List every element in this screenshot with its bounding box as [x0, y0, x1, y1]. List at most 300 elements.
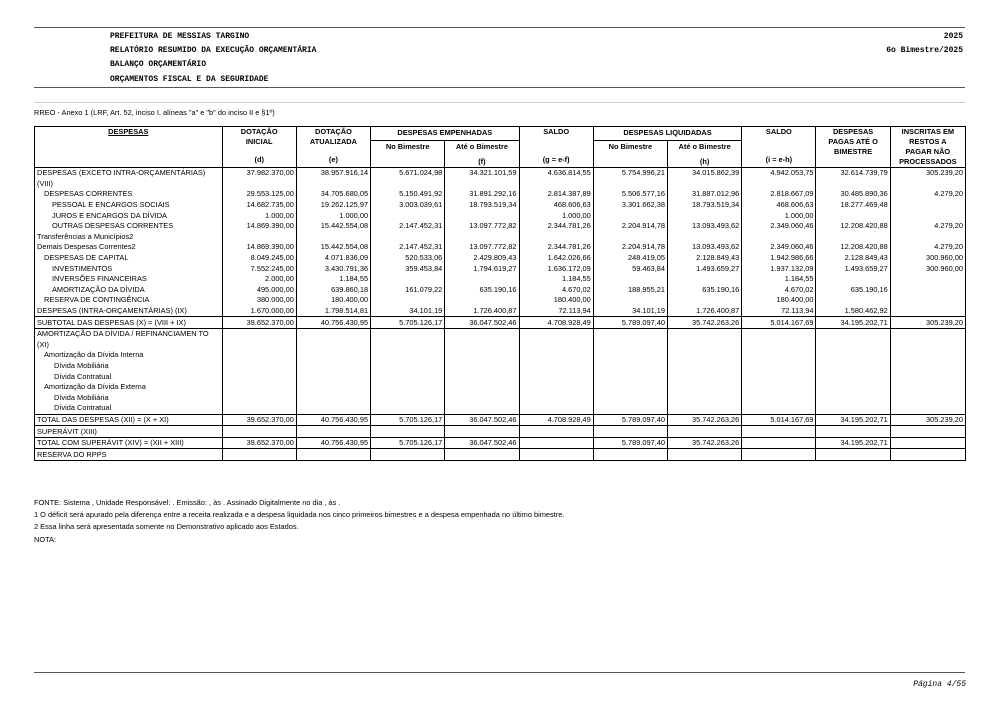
row-value: [742, 403, 816, 414]
row-value: 15.442.554,08: [296, 242, 370, 253]
col-empenhadas: DESPESAS EMPENHADAS: [371, 127, 519, 141]
table-row: [35, 242, 966, 253]
col-saldo-1: SALDO: [519, 127, 593, 154]
row-label: PESSOAL E ENCARGOS SOCIAIS: [35, 200, 223, 211]
row-value: 1.636.172,09: [519, 263, 593, 274]
row-value: [816, 274, 890, 285]
row-value: [519, 328, 593, 350]
row-value: 2.814.387,89: [519, 189, 593, 200]
row-value: 2.344.781,26: [519, 242, 593, 253]
row-value: 305.239,20: [890, 168, 965, 190]
row-value: 34.321.101,59: [445, 168, 519, 190]
row-value: 18.277.469,48: [816, 200, 890, 211]
row-value: 1.000,00: [742, 210, 816, 221]
row-value: [816, 382, 890, 393]
row-value: [445, 371, 519, 382]
row-value: 2.128.849,43: [816, 253, 890, 264]
row-value: 635.190,16: [445, 285, 519, 296]
row-label: SUPERÁVIT (XIII): [35, 426, 223, 438]
row-value: 4.708.928,49: [519, 317, 593, 329]
row-value: [371, 210, 445, 221]
header-year: 2025: [943, 32, 963, 41]
row-value: [222, 382, 296, 393]
row-value: [890, 371, 965, 382]
table-row: [35, 221, 966, 232]
col-dotacao-inicial: DOTAÇÃO INICIAL: [222, 127, 296, 154]
row-value: [816, 361, 890, 372]
row-value: [296, 426, 370, 438]
header-period: 6o Bimestre/2025: [886, 46, 963, 56]
table-row: [35, 210, 966, 221]
row-value: [371, 371, 445, 382]
table-row: [35, 361, 966, 372]
row-value: 1.642.026,66: [519, 253, 593, 264]
row-value: 5.754.996,21: [593, 168, 667, 190]
row-value: 15.442.554,08: [296, 221, 370, 232]
row-value: [816, 403, 890, 414]
note-2: 2 Essa linha será apresentada somente no Demonstrativo aplicado aos Estados.: [34, 522, 299, 532]
row-value: [593, 371, 667, 382]
row-value: [668, 361, 742, 372]
row-value: [668, 382, 742, 393]
row-value: [222, 392, 296, 403]
row-value: 14.869.390,00: [222, 221, 296, 232]
row-value: 2.349.060,46: [742, 242, 816, 253]
row-value: [890, 350, 965, 361]
note-source: FONTE: Sistema , Unidade Responsável: . Emissão: , às . Assinado Digitalmente no dia , às .: [34, 498, 341, 507]
row-value: 40.756.430,95: [296, 437, 370, 449]
row-value: 30.485.890,36: [816, 189, 890, 200]
row-value: 5.789.097,40: [593, 437, 667, 449]
row-value: [296, 232, 370, 243]
row-value: [445, 295, 519, 306]
row-value: 13.097.772,82: [445, 221, 519, 232]
row-label: RESERVA DO RPPS: [35, 449, 223, 461]
row-value: 19.262.125,97: [296, 200, 370, 211]
row-value: 180.400,00: [519, 295, 593, 306]
row-value: [445, 403, 519, 414]
table-row: [35, 350, 966, 361]
row-value: [371, 295, 445, 306]
report-header: [110, 30, 316, 87]
col-liquidadas: DESPESAS LIQUIDADAS: [593, 127, 741, 141]
row-value: 13.097.772,82: [445, 242, 519, 253]
row-value: [519, 449, 593, 461]
row-value: [593, 426, 667, 438]
row-value: 35.742.263,26: [668, 317, 742, 329]
row-label: Transferências a Municípios2: [35, 232, 223, 243]
row-label: TOTAL COM SUPERÁVIT (XIV) = (XII + XIII): [35, 437, 223, 449]
row-value: 35.742.263,26: [668, 437, 742, 449]
row-value: [890, 232, 965, 243]
row-value: 13.093.493,62: [668, 242, 742, 253]
row-value: 72.113,94: [519, 306, 593, 317]
table-row: [35, 328, 966, 350]
row-value: 14.682.735,00: [222, 200, 296, 211]
row-value: [445, 392, 519, 403]
row-value: [816, 371, 890, 382]
footer-rule: [34, 672, 965, 673]
row-value: [890, 392, 965, 403]
row-value: 59.463,84: [593, 263, 667, 274]
notes: [34, 497, 564, 546]
row-value: 5.789.097,40: [593, 317, 667, 329]
row-value: [296, 403, 370, 414]
row-value: 40.756.430,95: [296, 317, 370, 329]
row-value: 635.190,16: [816, 285, 890, 296]
row-value: [519, 361, 593, 372]
row-value: 39.652.370,00: [222, 437, 296, 449]
row-value: [890, 328, 965, 350]
row-value: 305.239,20: [890, 414, 965, 426]
row-value: 34.101,19: [371, 306, 445, 317]
row-value: [816, 392, 890, 403]
table-row: [35, 392, 966, 403]
row-value: [371, 426, 445, 438]
header-rule: [34, 87, 965, 88]
row-value: [668, 392, 742, 403]
header-line-entity: PREFEITURA DE MESSIAS TARGINO: [110, 32, 250, 41]
row-value: 14.869.390,00: [222, 242, 296, 253]
row-value: 34.101,19: [593, 306, 667, 317]
row-value: [296, 392, 370, 403]
row-label: AMORTIZAÇÃO DA DÍVIDA: [35, 285, 223, 296]
row-label: Dívida Contratual: [35, 403, 223, 414]
row-value: 3.301.662,38: [593, 200, 667, 211]
row-value: [371, 403, 445, 414]
row-value: 359.453,84: [371, 263, 445, 274]
letter-e: (e): [296, 154, 370, 168]
annex-title: RREO - Anexo 1 (LRF, Art. 52, inciso I, alíneas "a" e "b" do inciso II e §1º): [34, 108, 275, 117]
row-label: INVESTIMENTOS: [35, 263, 223, 274]
row-label: OUTRAS DESPESAS CORRENTES: [35, 221, 223, 232]
row-value: [890, 449, 965, 461]
row-value: 34.705.680,05: [296, 189, 370, 200]
row-value: 1.493.659,27: [816, 263, 890, 274]
row-value: 2.429.809,43: [445, 253, 519, 264]
row-value: [222, 403, 296, 414]
table-row: [35, 274, 966, 285]
row-value: [668, 350, 742, 361]
letter-i: (i = e-h): [742, 154, 816, 168]
row-value: 36.047.502,46: [445, 414, 519, 426]
row-value: 4.670,02: [742, 285, 816, 296]
row-label: DESPESAS (INTRA-ORÇAMENTÁRIAS) (IX): [35, 306, 223, 317]
note-1: 1 O déficit será apurado pela diferença entre a receita realizada e a despesa liquidada nos cinco primeiros bimestres e a despesa empenhada no último bimestre.: [34, 510, 565, 520]
sub-empenhadas-ate-bimestre: Até o Bimestre: [445, 140, 519, 153]
table-body: [35, 168, 966, 461]
row-label: Dívida Mobiliária: [35, 361, 223, 372]
row-value: [445, 210, 519, 221]
row-value: 5.150.491,92: [371, 189, 445, 200]
row-value: 3.430.791,36: [296, 263, 370, 274]
row-value: [593, 232, 667, 243]
row-value: [371, 274, 445, 285]
row-value: [222, 328, 296, 350]
row-value: [742, 350, 816, 361]
row-value: 35.742.263,26: [668, 414, 742, 426]
letter-d: (d): [222, 154, 296, 168]
row-value: 2.344.781,26: [519, 221, 593, 232]
row-value: [593, 210, 667, 221]
row-value: [668, 371, 742, 382]
row-value: 161.079,22: [371, 285, 445, 296]
row-value: 34.195.202,71: [816, 414, 890, 426]
row-value: [890, 361, 965, 372]
row-value: 5.705.126,17: [371, 437, 445, 449]
row-value: [742, 361, 816, 372]
row-value: [668, 328, 742, 350]
row-value: 5.705.126,17: [371, 317, 445, 329]
row-value: [668, 295, 742, 306]
row-value: 39.652.370,00: [222, 414, 296, 426]
row-value: [519, 403, 593, 414]
row-label: Demais Despesas Correntes2: [35, 242, 223, 253]
row-value: [296, 350, 370, 361]
header-line-report: RELATÓRIO RESUMIDO DA EXECUÇÃO ORÇAMENTÁRIA: [110, 46, 317, 56]
row-value: [371, 328, 445, 350]
row-label: RESERVA DE CONTINGÊNCIA: [35, 295, 223, 306]
table-row: [35, 189, 966, 200]
row-value: [222, 361, 296, 372]
row-value: 4.708.928,49: [519, 414, 593, 426]
row-value: [371, 449, 445, 461]
row-value: [222, 350, 296, 361]
table-row: [35, 285, 966, 296]
row-value: 1.580.462,92: [816, 306, 890, 317]
row-value: 8.049.245,00: [222, 253, 296, 264]
table-row: [35, 200, 966, 211]
table-row: [35, 306, 966, 317]
row-value: 37.982.370,00: [222, 168, 296, 190]
row-value: 468.606,63: [742, 200, 816, 211]
col-dotacao-atualizada: DOTAÇÃO ATUALIZADA: [296, 127, 370, 154]
col-pagas: DESPESAS PAGAS ATÉ O BIMESTRE: [816, 127, 890, 168]
row-value: [742, 371, 816, 382]
row-value: 1.000,00: [296, 210, 370, 221]
row-value: [222, 371, 296, 382]
row-value: [668, 449, 742, 461]
col-restos: INSCRITAS EM RESTOS A PAGAR NÃO PROCESSADOS: [890, 127, 965, 168]
letter-f: (f): [445, 154, 519, 168]
row-value: 39.652.370,00: [222, 317, 296, 329]
row-value: [519, 382, 593, 393]
row-value: [890, 285, 965, 296]
row-value: 2.349.060,46: [742, 221, 816, 232]
row-value: [296, 361, 370, 372]
row-value: 1.000,00: [222, 210, 296, 221]
row-value: 248.419,05: [593, 253, 667, 264]
row-value: 29.553.125,00: [222, 189, 296, 200]
table-row: [35, 371, 966, 382]
row-value: [371, 232, 445, 243]
row-label: Amortização da Dívida Interna: [35, 350, 223, 361]
row-value: 639.860,18: [296, 285, 370, 296]
table-row: [35, 295, 966, 306]
row-value: [222, 449, 296, 461]
sub-empenhadas-no-bimestre: No Bimestre: [371, 140, 445, 153]
note-nota: NOTA:: [34, 534, 57, 544]
row-value: [445, 449, 519, 461]
row-value: [519, 392, 593, 403]
sub-liquidadas-ate-bimestre: Até o Bimestre: [668, 140, 742, 153]
row-value: 2.818.667,09: [742, 189, 816, 200]
row-value: 5.014.167,69: [742, 317, 816, 329]
col-despesas: DESPESAS: [108, 127, 149, 136]
row-value: [296, 382, 370, 393]
row-value: [445, 274, 519, 285]
row-value: 180.400,00: [742, 295, 816, 306]
row-value: [519, 371, 593, 382]
row-value: [816, 295, 890, 306]
row-value: 13.093.493,62: [668, 221, 742, 232]
row-value: 2.204.914,78: [593, 221, 667, 232]
row-value: [742, 392, 816, 403]
table-row: [35, 253, 966, 264]
row-value: [742, 426, 816, 438]
row-value: 468.606,63: [519, 200, 593, 211]
total-row: [35, 414, 966, 426]
row-value: [890, 210, 965, 221]
row-label: AMORTIZAÇÃO DA DÍVIDA / REFINANCIAMEN TO (XI): [35, 328, 223, 350]
reserva-rpps-row: [35, 449, 966, 461]
row-value: 380.000,00: [222, 295, 296, 306]
row-label: SUBTOTAL DAS DESPESAS (X) = (VIII + IX): [35, 317, 223, 329]
row-value: [593, 350, 667, 361]
row-value: [742, 449, 816, 461]
row-value: 1.184,55: [296, 274, 370, 285]
row-value: 1.184,55: [742, 274, 816, 285]
row-value: 2.000,00: [222, 274, 296, 285]
row-value: [890, 295, 965, 306]
row-value: 36.047.502,46: [445, 437, 519, 449]
table-row: [35, 263, 966, 274]
row-value: 5.014.167,69: [742, 414, 816, 426]
row-value: [445, 328, 519, 350]
letter-blank-2: [593, 154, 667, 168]
header-line-budgets: ORÇAMENTOS FISCAL E DA SEGURIDADE: [110, 74, 269, 84]
row-value: [890, 274, 965, 285]
row-value: [593, 274, 667, 285]
row-value: [890, 306, 965, 317]
row-value: [371, 350, 445, 361]
row-value: [445, 232, 519, 243]
row-value: 4.670,02: [519, 285, 593, 296]
table-row: [35, 168, 966, 190]
row-value: 34.195.202,71: [816, 437, 890, 449]
row-value: [668, 210, 742, 221]
row-value: 1.794.619,27: [445, 263, 519, 274]
row-value: [890, 382, 965, 393]
total-superavit-row: [35, 437, 966, 449]
row-value: 2.204.914,78: [593, 242, 667, 253]
row-value: 2.147.452,31: [371, 221, 445, 232]
row-label: DESPESAS (EXCETO INTRA-ORÇAMENTÁRIAS) (VIII): [35, 168, 223, 190]
row-value: [593, 392, 667, 403]
row-value: [519, 350, 593, 361]
row-value: 32.614.739,79: [816, 168, 890, 190]
row-value: 495.000,00: [222, 285, 296, 296]
row-value: 300.960,00: [890, 263, 965, 274]
row-value: 36.047.502,46: [445, 317, 519, 329]
row-value: 5.705.126,17: [371, 414, 445, 426]
row-value: 5.789.097,40: [593, 414, 667, 426]
row-value: 31.891.292,16: [445, 189, 519, 200]
row-value: [742, 328, 816, 350]
row-value: [296, 371, 370, 382]
row-value: 2.147.452,31: [371, 242, 445, 253]
row-value: 180.400,00: [296, 295, 370, 306]
row-value: [816, 350, 890, 361]
row-value: 40.756.430,95: [296, 414, 370, 426]
row-value: 34.015.862,39: [668, 168, 742, 190]
col-saldo-2: SALDO: [742, 127, 816, 154]
row-value: 1.493.659,27: [668, 263, 742, 274]
table-row: [35, 382, 966, 393]
row-value: 300.960,00: [890, 253, 965, 264]
row-value: 1.937.132,09: [742, 263, 816, 274]
report-period: [886, 30, 963, 58]
row-value: 188.955,21: [593, 285, 667, 296]
row-label: INVERSÕES FINANCEIRAS: [35, 274, 223, 285]
row-value: [371, 392, 445, 403]
row-value: [593, 403, 667, 414]
row-label: DESPESAS CORRENTES: [35, 189, 223, 200]
row-value: [816, 210, 890, 221]
row-label: Dívida Contratual: [35, 371, 223, 382]
row-value: [742, 437, 816, 449]
row-value: 1.670.000,00: [222, 306, 296, 317]
row-value: 7.552.245,00: [222, 263, 296, 274]
sub-liquidadas-no-bimestre: No Bimestre: [593, 140, 667, 153]
row-value: 1.726.400,87: [668, 306, 742, 317]
row-value: 34.195.202,71: [816, 317, 890, 329]
row-value: [222, 232, 296, 243]
row-value: 31.887.012,96: [668, 189, 742, 200]
row-value: 4.279,20: [890, 242, 965, 253]
row-value: [371, 382, 445, 393]
subtotal-row: [35, 317, 966, 329]
row-value: 1.000,00: [519, 210, 593, 221]
top-rule: [34, 27, 965, 28]
table-row: [35, 232, 966, 243]
row-value: [593, 361, 667, 372]
row-value: 1.184,55: [519, 274, 593, 285]
row-value: [890, 403, 965, 414]
row-value: [445, 361, 519, 372]
budget-table: [34, 126, 966, 461]
row-value: [445, 426, 519, 438]
row-value: [890, 437, 965, 449]
row-value: 3.003.039,61: [371, 200, 445, 211]
row-value: 18.793.519,34: [668, 200, 742, 211]
row-value: [668, 274, 742, 285]
row-value: [890, 200, 965, 211]
row-value: 4.279,20: [890, 189, 965, 200]
row-value: 4.942.053,75: [742, 168, 816, 190]
row-value: [593, 382, 667, 393]
row-value: 12.208.420,88: [816, 221, 890, 232]
table-row: [35, 403, 966, 414]
row-value: 520.533,06: [371, 253, 445, 264]
letter-blank-1: [371, 154, 445, 168]
row-value: [816, 328, 890, 350]
row-value: [816, 426, 890, 438]
row-value: [296, 328, 370, 350]
letter-g: (g = e-f): [519, 154, 593, 168]
annex-rule: [34, 102, 965, 103]
row-value: [445, 382, 519, 393]
